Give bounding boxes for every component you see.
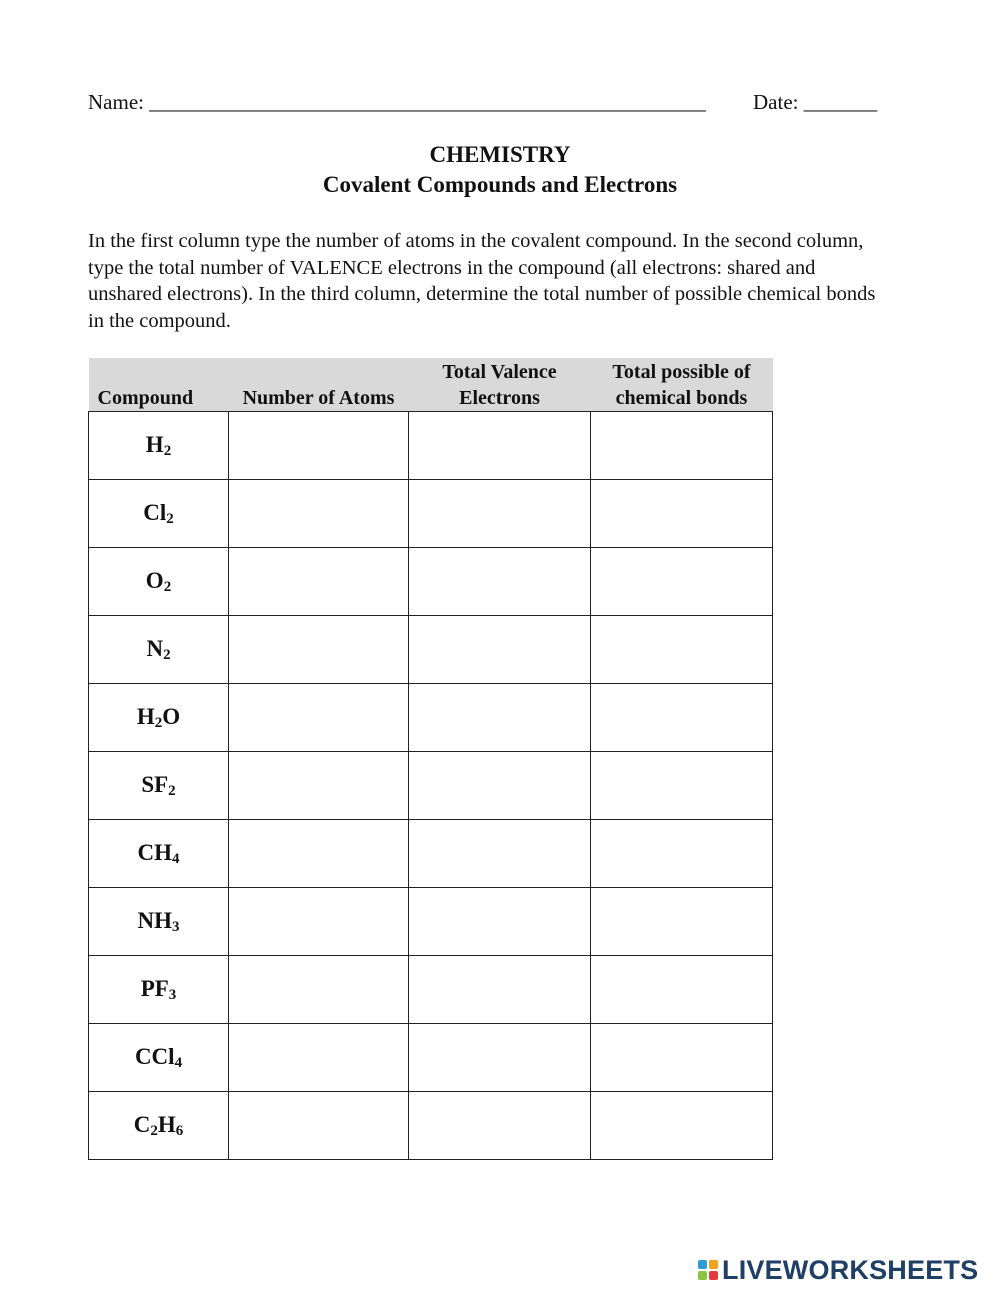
formula-element: SF xyxy=(141,771,169,797)
table-row xyxy=(89,684,773,752)
table-row xyxy=(89,752,773,820)
instructions-paragraph: In the first column type the number of atoms in the covalent compound. In the second column, type the total number of VALENCE electrons in the compound (all electrons: shared and unshared electrons). In the third column, determine the total number of possible chemical bonds in the compound. xyxy=(88,230,876,332)
table-header-row xyxy=(89,358,773,412)
logo-square xyxy=(709,1260,718,1269)
table-body xyxy=(89,412,773,1160)
compound-formula xyxy=(89,1024,229,1092)
compound-formula xyxy=(89,820,229,888)
number-of-atoms-answer[interactable] xyxy=(229,412,409,480)
header-compound: Compound xyxy=(89,358,229,412)
compound-formula xyxy=(89,684,229,752)
compound-formula xyxy=(89,412,229,480)
table-row xyxy=(89,820,773,888)
total-bonds-answer[interactable] xyxy=(591,1024,773,1092)
compound-formula xyxy=(89,888,229,956)
logo-text: LIVEWORKSHEETS xyxy=(722,1254,979,1285)
number-of-atoms-answer[interactable] xyxy=(229,684,409,752)
total-valence-electrons-answer[interactable] xyxy=(409,412,591,480)
liveworksheets-logo xyxy=(698,1253,978,1287)
date-label: Date: xyxy=(753,90,799,114)
table-row xyxy=(89,480,773,548)
number-of-atoms-answer[interactable] xyxy=(229,888,409,956)
formula-subscript: 2 xyxy=(150,1122,158,1139)
formula-element: CH xyxy=(137,839,172,865)
logo-square xyxy=(698,1260,707,1269)
total-bonds-answer[interactable] xyxy=(591,956,773,1024)
formula-element: N xyxy=(146,635,164,661)
formula-subscript: 2 xyxy=(163,442,172,459)
name-field[interactable]: _____________________________________________________ xyxy=(149,90,706,114)
formula-subscript: 2 xyxy=(166,510,174,527)
number-of-atoms-answer[interactable] xyxy=(229,752,409,820)
formula-element: H xyxy=(136,703,155,729)
total-valence-electrons-answer[interactable] xyxy=(409,480,591,548)
number-of-atoms-answer[interactable] xyxy=(229,1092,409,1160)
table-row xyxy=(89,888,773,956)
number-of-atoms-answer[interactable] xyxy=(229,956,409,1024)
formula-element: C xyxy=(133,1111,151,1137)
formula-subscript: 3 xyxy=(168,986,177,1003)
table-row xyxy=(89,1024,773,1092)
number-of-atoms-answer[interactable] xyxy=(229,820,409,888)
table-row xyxy=(89,1092,773,1160)
page-title: CHEMISTRY xyxy=(429,142,571,167)
compound-formula xyxy=(89,956,229,1024)
formula-element: CCl xyxy=(134,1043,175,1069)
total-valence-electrons-answer[interactable] xyxy=(409,684,591,752)
name-label: Name: xyxy=(88,90,144,114)
formula-element: Cl xyxy=(143,499,167,525)
date-group xyxy=(753,90,877,114)
formula-subscript: 4 xyxy=(174,1054,183,1071)
total-valence-electrons-answer[interactable] xyxy=(409,820,591,888)
total-valence-electrons-answer[interactable] xyxy=(409,956,591,1024)
total-valence-electrons-answer[interactable] xyxy=(409,1092,591,1160)
total-valence-electrons-answer[interactable] xyxy=(409,1024,591,1092)
total-bonds-answer[interactable] xyxy=(591,684,773,752)
formula-element: O xyxy=(145,567,164,593)
compound-table xyxy=(88,358,773,1160)
header-line xyxy=(88,90,888,114)
formula-subscript: 2 xyxy=(154,714,163,731)
total-valence-electrons-answer[interactable] xyxy=(409,548,591,616)
number-of-atoms-answer[interactable] xyxy=(229,480,409,548)
formula-subscript: 2 xyxy=(163,578,172,595)
logo-square xyxy=(709,1271,718,1280)
compound-formula xyxy=(89,616,229,684)
table-row xyxy=(89,548,773,616)
total-bonds-answer[interactable] xyxy=(591,616,773,684)
total-bonds-answer[interactable] xyxy=(591,412,773,480)
number-of-atoms-answer[interactable] xyxy=(229,616,409,684)
number-of-atoms-answer[interactable] xyxy=(229,1024,409,1092)
number-of-atoms-answer[interactable] xyxy=(229,548,409,616)
total-bonds-answer[interactable] xyxy=(591,548,773,616)
total-bonds-answer[interactable] xyxy=(591,820,773,888)
formula-element: H xyxy=(157,1111,176,1137)
page-subtitle: Covalent Compounds and Electrons xyxy=(322,172,678,197)
compound-formula xyxy=(89,752,229,820)
formula-element: PF xyxy=(140,975,169,1001)
logo-icon xyxy=(698,1260,718,1280)
formula-subscript: 3 xyxy=(172,918,180,935)
formula-subscript: 2 xyxy=(168,782,176,799)
total-bonds-answer[interactable] xyxy=(591,752,773,820)
header-number-of-atoms: Number of Atoms xyxy=(229,358,409,412)
header-total-valence-electrons: Total Valence Electrons xyxy=(409,358,591,412)
total-valence-electrons-answer[interactable] xyxy=(409,752,591,820)
total-valence-electrons-answer[interactable] xyxy=(409,616,591,684)
header-total-possible-bonds: Total possible of chemical bonds xyxy=(591,358,773,412)
formula-subscript: 4 xyxy=(172,850,180,867)
compound-formula xyxy=(89,1092,229,1160)
table-row xyxy=(89,616,773,684)
formula-subscript: 6 xyxy=(175,1122,184,1139)
total-bonds-answer[interactable] xyxy=(591,888,773,956)
formula-element: H xyxy=(145,431,164,457)
total-bonds-answer[interactable] xyxy=(591,480,773,548)
total-bonds-answer[interactable] xyxy=(591,1092,773,1160)
total-valence-electrons-answer[interactable] xyxy=(409,888,591,956)
logo-square xyxy=(698,1271,707,1280)
formula-element: NH xyxy=(137,907,172,933)
formula-element: O xyxy=(162,703,181,729)
compound-formula xyxy=(89,480,229,548)
table-row xyxy=(89,412,773,480)
formula-subscript: 2 xyxy=(163,646,171,663)
table-row xyxy=(89,956,773,1024)
compound-formula xyxy=(89,548,229,616)
date-field[interactable]: _______ xyxy=(803,90,878,114)
